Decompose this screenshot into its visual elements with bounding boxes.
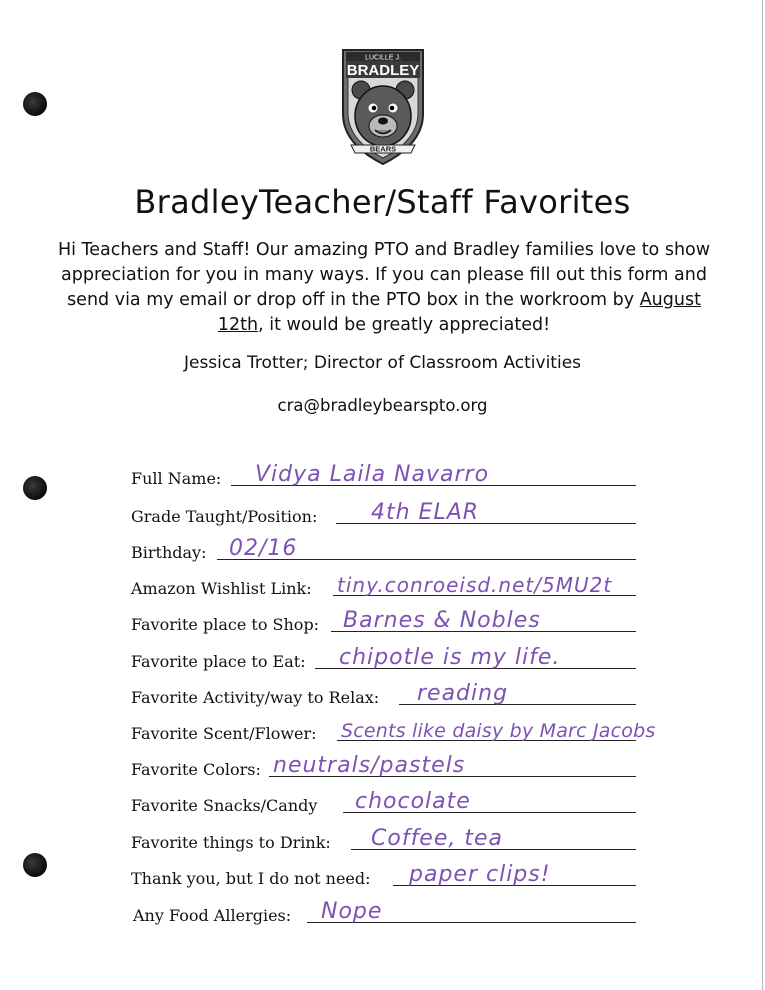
field-label: Amazon Wishlist Link: <box>131 579 312 598</box>
logo-top-text: LUCILLE J. <box>365 54 401 62</box>
field-grade-position <box>131 500 636 530</box>
handwritten-answer[interactable]: reading <box>417 681 509 706</box>
handwritten-answer[interactable]: tiny.conroeisd.net/5MU2t <box>337 573 613 597</box>
field-favorite-colors <box>131 753 636 783</box>
bradley-bears-logo <box>337 44 429 168</box>
field-label: Favorite place to Shop: <box>131 615 320 634</box>
field-label: Favorite Snacks/Candy <box>131 796 318 815</box>
form-title: BradleyTeacher/Staff Favorites <box>134 183 631 221</box>
field-label: Full Name: <box>131 469 222 488</box>
handwritten-answer[interactable]: Coffee, tea <box>371 826 504 851</box>
handwritten-answer[interactable]: chocolate <box>355 789 471 814</box>
field-birthday <box>131 536 636 566</box>
handwritten-answer[interactable]: chipotle is my life. <box>339 645 561 670</box>
handwritten-answer[interactable]: Vidya Laila Navarro <box>255 462 490 487</box>
intro-text-after: , it would be greatly appreciated! <box>258 315 551 335</box>
intro-paragraph <box>48 238 720 338</box>
field-favorite-scent <box>131 717 656 747</box>
field-full-name <box>131 462 636 492</box>
field-label: Grade Taught/Position: <box>131 507 318 526</box>
page-edge <box>762 0 763 990</box>
field-label: Favorite Scent/Flower: <box>131 724 317 743</box>
field-favorite-shop <box>131 608 636 638</box>
signer-line: Jessica Trotter; Director of Classroom Activities <box>183 353 582 373</box>
handwritten-answer[interactable]: 4th ELAR <box>371 500 480 525</box>
handwritten-answer[interactable]: 02/16 <box>229 536 298 561</box>
punch-hole-bottom <box>23 853 47 877</box>
field-favorite-eat <box>131 645 636 675</box>
handwritten-answer[interactable]: neutrals/pastels <box>273 753 466 778</box>
intro-text-before: Hi Teachers and Staff! Our amazing PTO and Bradley families love to show appreciation for you in many ways. If you can please fill out this form and send via my email or drop off in the PTO box in the workroom by <box>57 240 711 310</box>
field-label: Any Food Allergies: <box>133 906 292 925</box>
logo-name-text: BRADLEY <box>346 62 420 79</box>
field-label: Favorite Activity/way to Relax: <box>131 688 380 707</box>
handwritten-answer[interactable]: Scents like daisy by Marc Jacobs <box>341 720 656 742</box>
handwritten-answer[interactable]: Barnes & Nobles <box>343 608 541 633</box>
field-label: Thank you, but I do not need: <box>131 869 371 888</box>
field-label: Favorite Colors: <box>131 760 261 779</box>
field-favorite-relax <box>131 681 636 711</box>
punch-hole-middle <box>23 476 47 500</box>
field-food-allergies <box>133 899 636 929</box>
handwritten-answer[interactable]: Nope <box>321 899 383 924</box>
field-do-not-need <box>131 862 636 892</box>
field-favorite-drink <box>131 826 636 856</box>
handwritten-answer[interactable]: paper clips! <box>409 862 551 887</box>
due-date: August 12th <box>217 290 701 335</box>
field-label: Favorite things to Drink: <box>131 833 331 852</box>
logo-banner-text: BEARS <box>369 144 397 154</box>
field-amazon-wishlist <box>131 572 636 602</box>
punch-hole-top <box>23 92 47 116</box>
field-favorite-snacks <box>131 789 636 819</box>
field-label: Favorite place to Eat: <box>131 652 306 671</box>
contact-email: cra@bradleybearspto.org <box>277 396 488 415</box>
field-label: Birthday: <box>131 543 207 562</box>
